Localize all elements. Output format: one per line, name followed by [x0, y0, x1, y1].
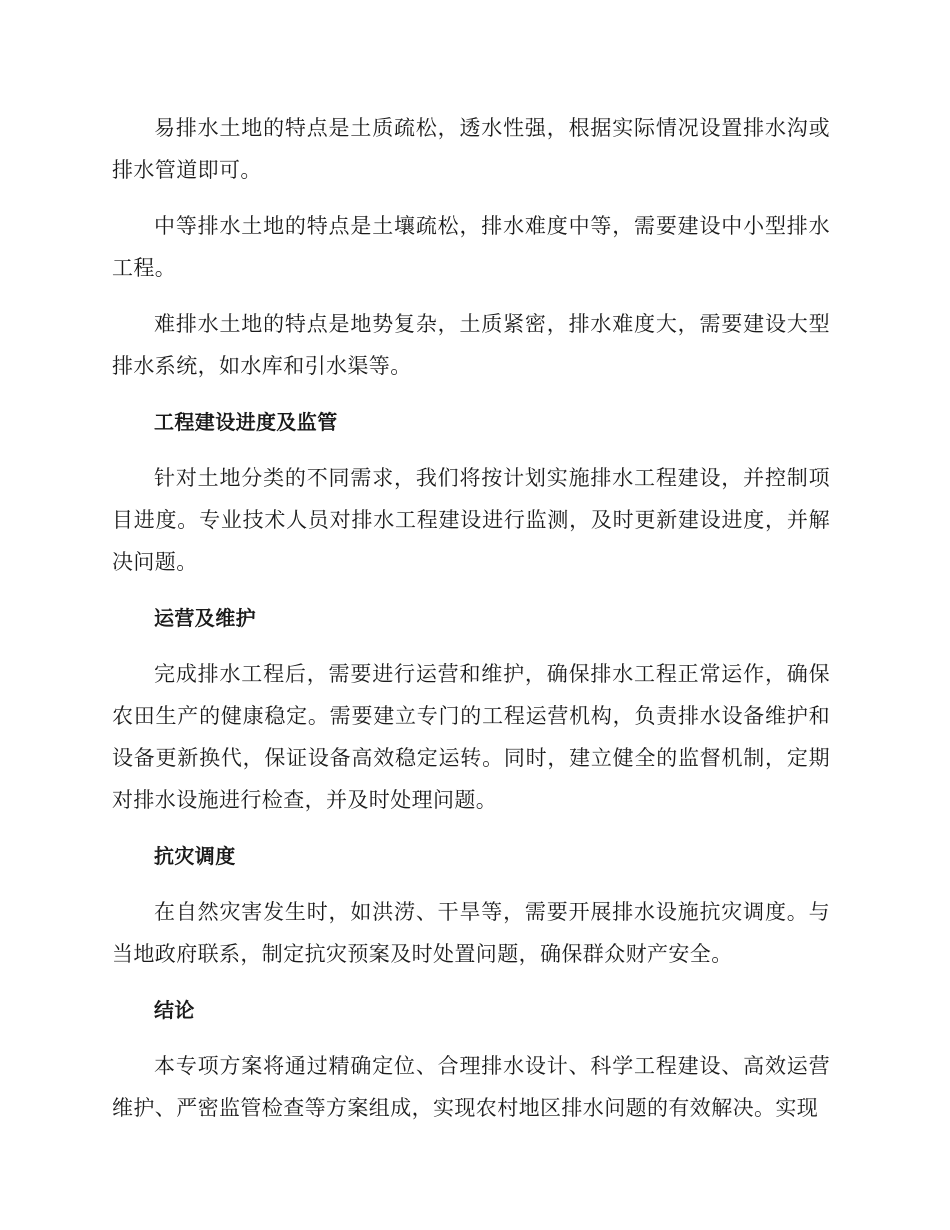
- heading-conclusion: 结论: [154, 998, 195, 1022]
- heading-construction-progress: 工程建设进度及监管: [154, 410, 338, 434]
- heading-disaster-dispatch: 抗灾调度: [154, 844, 236, 868]
- paragraph-operation-maintenance: 完成排水工程后，需要进行运营和维护，确保排水工程正常运作，确保农田生产的健康稳定。需要建立专门的工程运营机构，负责排水设备维护和设备更新换代，保证设备高效稳定运转。同时，建立健全的监督机制，定期对排水设施进行检查，并及时处理问题。: [112, 662, 830, 812]
- paragraph-easy-drainage: 易排水土地的特点是土质疏松，透水性强，根据实际情况设置排水沟或排水管道即可。: [112, 116, 830, 182]
- paragraph-medium-drainage: 中等排水土地的特点是土壤疏松，排水难度中等，需要建设中小型排水工程。: [112, 214, 830, 280]
- paragraph-conclusion: 本专项方案将通过精确定位、合理排水设计、科学工程建设、高效运营维护、严密监管检查等方案组成，实现农村地区排水问题的有效解决。实现: [112, 1054, 830, 1120]
- document-body: [112, 107, 830, 1143]
- paragraph-disaster-dispatch: 在自然灾害发生时，如洪涝、干旱等，需要开展排水设施抗灾调度。与当地政府联系，制定抗灾预案及时处置问题，确保群众财产安全。: [112, 900, 830, 966]
- paragraph-construction-progress: 针对土地分类的不同需求，我们将按计划实施排水工程建设，并控制项目进度。专业技术人员对排水工程建设进行监测，及时更新建设进度，并解决问题。: [112, 466, 830, 574]
- paragraph-hard-drainage: 难排水土地的特点是地势复杂，土质紧密，排水难度大，需要建设大型排水系统，如水库和引水渠等。: [112, 312, 830, 378]
- heading-operation-maintenance: 运营及维护: [154, 606, 256, 630]
